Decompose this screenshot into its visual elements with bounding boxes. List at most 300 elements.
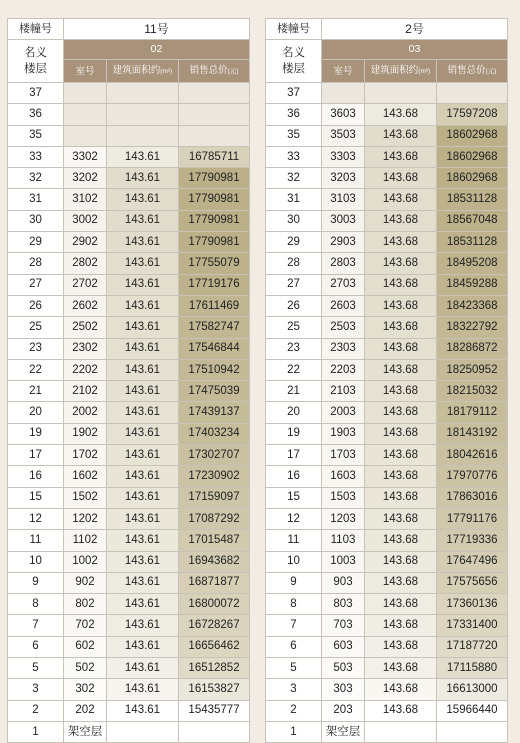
area-unit: (m²) bbox=[418, 68, 431, 75]
area-cell: 143.61 bbox=[107, 189, 179, 210]
area-cell: 143.61 bbox=[107, 423, 179, 444]
area-cell: 143.61 bbox=[107, 210, 179, 231]
price-cell bbox=[179, 83, 250, 104]
floor-cell: 7 bbox=[266, 615, 322, 636]
unit-row bbox=[8, 40, 250, 60]
area-cell: 143.68 bbox=[365, 295, 437, 316]
floor-cell: 5 bbox=[266, 658, 322, 679]
table-row bbox=[8, 679, 250, 700]
table-row bbox=[8, 381, 250, 402]
room-cell: 3103 bbox=[322, 189, 365, 210]
area-cell: 143.61 bbox=[107, 146, 179, 167]
floor-cell: 19 bbox=[8, 423, 64, 444]
table-row bbox=[8, 594, 250, 615]
table-row bbox=[8, 125, 250, 146]
price-cell: 17719176 bbox=[179, 274, 250, 295]
price-cell: 17597208 bbox=[437, 104, 508, 125]
table-row bbox=[8, 445, 250, 466]
room-cell: 3203 bbox=[322, 168, 365, 189]
room-cell: 1702 bbox=[64, 445, 107, 466]
room-cell: 1503 bbox=[322, 487, 365, 508]
price-cell: 17475039 bbox=[179, 381, 250, 402]
room-cell: 3002 bbox=[64, 210, 107, 231]
table-row bbox=[8, 658, 250, 679]
pilotis-empty-area bbox=[107, 721, 179, 742]
table-row bbox=[8, 636, 250, 657]
floor-cell: 23 bbox=[266, 338, 322, 359]
area-cell: 143.68 bbox=[365, 146, 437, 167]
price-cell: 18250952 bbox=[437, 359, 508, 380]
room-cell: 803 bbox=[322, 594, 365, 615]
table-row bbox=[266, 317, 508, 338]
area-header-text: 建筑面积约 bbox=[370, 65, 419, 76]
floor-cell: 29 bbox=[8, 232, 64, 253]
floor-cell: 26 bbox=[8, 295, 64, 316]
name-floor-header bbox=[8, 40, 64, 83]
area-cell: 143.68 bbox=[365, 274, 437, 295]
area-cell: 143.61 bbox=[107, 636, 179, 657]
room-cell: 2503 bbox=[322, 317, 365, 338]
price-cell: 15435777 bbox=[179, 700, 250, 721]
floor-cell: 10 bbox=[8, 551, 64, 572]
floor-cell: 19 bbox=[266, 423, 322, 444]
table-row bbox=[266, 83, 508, 104]
building-label: 楼幢号 bbox=[266, 19, 322, 40]
floor-cell: 17 bbox=[8, 445, 64, 466]
room-cell: 1202 bbox=[64, 508, 107, 529]
price-cell bbox=[179, 125, 250, 146]
price-cell: 17791176 bbox=[437, 508, 508, 529]
area-header bbox=[107, 60, 179, 83]
floor-cell: 30 bbox=[8, 210, 64, 231]
price-cell: 18423368 bbox=[437, 295, 508, 316]
price-cell: 16656462 bbox=[179, 636, 250, 657]
price-cell: 17582747 bbox=[179, 317, 250, 338]
table-row bbox=[266, 466, 508, 487]
table-row bbox=[266, 636, 508, 657]
price-cell: 17575656 bbox=[437, 572, 508, 593]
room-cell: 203 bbox=[322, 700, 365, 721]
area-cell: 143.61 bbox=[107, 572, 179, 593]
floor-cell: 22 bbox=[266, 359, 322, 380]
table-row bbox=[266, 487, 508, 508]
price-cell: 17719336 bbox=[437, 530, 508, 551]
room-cell: 202 bbox=[64, 700, 107, 721]
area-cell: 143.61 bbox=[107, 679, 179, 700]
floor-cell: 28 bbox=[8, 253, 64, 274]
table-row bbox=[8, 487, 250, 508]
price-cell: 18531128 bbox=[437, 232, 508, 253]
building-row bbox=[8, 19, 250, 40]
floor-cell: 31 bbox=[266, 189, 322, 210]
floor-cell: 30 bbox=[266, 210, 322, 231]
price-cell: 18179112 bbox=[437, 402, 508, 423]
price-table-building-2 bbox=[265, 18, 508, 743]
name-floor-header bbox=[266, 40, 322, 83]
room-cell: 2502 bbox=[64, 317, 107, 338]
table-row bbox=[266, 274, 508, 295]
floor-cell: 10 bbox=[266, 551, 322, 572]
name-floor-line1: 名义 bbox=[24, 47, 47, 59]
area-cell: 143.68 bbox=[365, 445, 437, 466]
table-row bbox=[266, 551, 508, 572]
area-cell: 143.68 bbox=[365, 423, 437, 444]
area-cell: 143.61 bbox=[107, 402, 179, 423]
floor-cell: 16 bbox=[8, 466, 64, 487]
area-cell: 143.68 bbox=[365, 466, 437, 487]
table-row bbox=[266, 359, 508, 380]
floor-cell: 35 bbox=[8, 125, 64, 146]
room-cell: 702 bbox=[64, 615, 107, 636]
price-cell: 16728267 bbox=[179, 615, 250, 636]
unit-number: 03 bbox=[322, 40, 508, 60]
table-row bbox=[266, 189, 508, 210]
price-cell: 17546844 bbox=[179, 338, 250, 359]
floor-cell: 20 bbox=[266, 402, 322, 423]
price-cell: 17115880 bbox=[437, 658, 508, 679]
floor-cell: 36 bbox=[8, 104, 64, 125]
area-cell: 143.68 bbox=[365, 530, 437, 551]
price-cell: 17403234 bbox=[179, 423, 250, 444]
area-cell: 143.68 bbox=[365, 508, 437, 529]
floor-cell: 25 bbox=[266, 317, 322, 338]
floor-cell: 33 bbox=[266, 146, 322, 167]
area-cell: 143.61 bbox=[107, 508, 179, 529]
room-header: 室号 bbox=[322, 60, 365, 83]
room-cell: 703 bbox=[322, 615, 365, 636]
price-cell: 17863016 bbox=[437, 487, 508, 508]
price-cell: 17647496 bbox=[437, 551, 508, 572]
table-row bbox=[8, 274, 250, 295]
room-cell: 2602 bbox=[64, 295, 107, 316]
room-cell: 1603 bbox=[322, 466, 365, 487]
floor-cell: 2 bbox=[8, 700, 64, 721]
area-cell: 143.68 bbox=[365, 615, 437, 636]
room-cell: 2003 bbox=[322, 402, 365, 423]
area-cell: 143.61 bbox=[107, 594, 179, 615]
area-cell: 143.68 bbox=[365, 338, 437, 359]
room-cell: 1203 bbox=[322, 508, 365, 529]
floor-cell: 21 bbox=[8, 381, 64, 402]
price-cell: 16512852 bbox=[179, 658, 250, 679]
table-row bbox=[266, 104, 508, 125]
floor-cell: 15 bbox=[266, 487, 322, 508]
price-unit: (元) bbox=[227, 68, 239, 75]
price-cell: 17510942 bbox=[179, 359, 250, 380]
price-cell: 17360136 bbox=[437, 594, 508, 615]
room-cell: 503 bbox=[322, 658, 365, 679]
table-row bbox=[8, 317, 250, 338]
floor-cell: 9 bbox=[266, 572, 322, 593]
pilotis-empty-area bbox=[365, 721, 437, 742]
price-cell: 18143192 bbox=[437, 423, 508, 444]
building-row bbox=[266, 19, 508, 40]
price-cell: 17302707 bbox=[179, 445, 250, 466]
room-cell: 2902 bbox=[64, 232, 107, 253]
floor-cell: 5 bbox=[8, 658, 64, 679]
area-unit: (m²) bbox=[160, 68, 173, 75]
area-cell: 143.61 bbox=[107, 615, 179, 636]
area-cell: 143.61 bbox=[107, 487, 179, 508]
room-cell: 3302 bbox=[64, 146, 107, 167]
room-cell: 1002 bbox=[64, 551, 107, 572]
table-row bbox=[266, 508, 508, 529]
price-cell: 17015487 bbox=[179, 530, 250, 551]
area-cell: 143.68 bbox=[365, 679, 437, 700]
room-cell: 1003 bbox=[322, 551, 365, 572]
table-row bbox=[8, 295, 250, 316]
room-cell: 303 bbox=[322, 679, 365, 700]
pilotis-row bbox=[266, 721, 508, 742]
unit-row bbox=[266, 40, 508, 60]
table-row bbox=[266, 658, 508, 679]
price-cell: 17970776 bbox=[437, 466, 508, 487]
floor-cell: 26 bbox=[266, 295, 322, 316]
room-cell: 2803 bbox=[322, 253, 365, 274]
area-cell: 143.68 bbox=[365, 359, 437, 380]
room-cell: 302 bbox=[64, 679, 107, 700]
price-cell: 17087292 bbox=[179, 508, 250, 529]
table-row bbox=[8, 253, 250, 274]
room-cell: 3503 bbox=[322, 125, 365, 146]
price-cell: 16800072 bbox=[179, 594, 250, 615]
area-header-text: 建筑面积约 bbox=[112, 65, 161, 76]
area-cell: 143.68 bbox=[365, 487, 437, 508]
price-cell: 16153827 bbox=[179, 679, 250, 700]
floor-cell: 6 bbox=[266, 636, 322, 657]
area-cell: 143.61 bbox=[107, 274, 179, 295]
price-cell: 17790981 bbox=[179, 189, 250, 210]
table-row bbox=[8, 572, 250, 593]
table-row bbox=[266, 210, 508, 231]
floor-cell: 3 bbox=[266, 679, 322, 700]
table-row bbox=[266, 381, 508, 402]
price-cell: 16871877 bbox=[179, 572, 250, 593]
area-cell: 143.68 bbox=[365, 402, 437, 423]
price-cell: 17159097 bbox=[179, 487, 250, 508]
floor-cell: 25 bbox=[8, 317, 64, 338]
area-cell: 143.68 bbox=[365, 189, 437, 210]
floor-cell: 11 bbox=[266, 530, 322, 551]
room-cell: 3303 bbox=[322, 146, 365, 167]
area-cell: 143.68 bbox=[365, 125, 437, 146]
room-cell: 3003 bbox=[322, 210, 365, 231]
price-cell: 17790981 bbox=[179, 168, 250, 189]
room-cell: 903 bbox=[322, 572, 365, 593]
floor-cell: 36 bbox=[266, 104, 322, 125]
table-row bbox=[8, 210, 250, 231]
area-cell: 143.68 bbox=[365, 168, 437, 189]
floor-cell: 37 bbox=[266, 83, 322, 104]
floor-cell: 12 bbox=[266, 508, 322, 529]
table-row bbox=[266, 572, 508, 593]
price-cell: 18495208 bbox=[437, 253, 508, 274]
table-row bbox=[266, 700, 508, 721]
floor-cell: 1 bbox=[266, 721, 322, 742]
area-cell bbox=[365, 83, 437, 104]
pilotis-empty-price bbox=[179, 721, 250, 742]
table-row bbox=[266, 423, 508, 444]
table-row bbox=[266, 615, 508, 636]
table-row bbox=[266, 402, 508, 423]
area-cell: 143.68 bbox=[365, 572, 437, 593]
table-row bbox=[266, 530, 508, 551]
price-cell: 18286872 bbox=[437, 338, 508, 359]
price-cell: 16613000 bbox=[437, 679, 508, 700]
price-table-building-11 bbox=[7, 18, 250, 743]
area-cell: 143.68 bbox=[365, 210, 437, 231]
table-row bbox=[266, 168, 508, 189]
room-cell: 602 bbox=[64, 636, 107, 657]
room-cell bbox=[64, 125, 107, 146]
area-cell bbox=[107, 125, 179, 146]
floor-cell: 9 bbox=[8, 572, 64, 593]
room-cell: 2802 bbox=[64, 253, 107, 274]
room-cell: 603 bbox=[322, 636, 365, 657]
table-row bbox=[266, 125, 508, 146]
price-cell: 18531128 bbox=[437, 189, 508, 210]
room-cell: 2303 bbox=[322, 338, 365, 359]
floor-cell: 23 bbox=[8, 338, 64, 359]
area-cell: 143.61 bbox=[107, 295, 179, 316]
floor-cell: 12 bbox=[8, 508, 64, 529]
room-cell: 1602 bbox=[64, 466, 107, 487]
price-cell: 17187720 bbox=[437, 636, 508, 657]
table-row bbox=[8, 551, 250, 572]
room-cell: 2202 bbox=[64, 359, 107, 380]
table-row bbox=[8, 359, 250, 380]
room-cell: 3202 bbox=[64, 168, 107, 189]
table-row bbox=[266, 594, 508, 615]
price-cell: 17755079 bbox=[179, 253, 250, 274]
area-header bbox=[365, 60, 437, 83]
area-cell: 143.61 bbox=[107, 381, 179, 402]
price-header bbox=[437, 60, 508, 83]
area-cell: 143.61 bbox=[107, 658, 179, 679]
room-cell: 2702 bbox=[64, 274, 107, 295]
table-row bbox=[8, 168, 250, 189]
floor-cell: 2 bbox=[266, 700, 322, 721]
table-row bbox=[8, 104, 250, 125]
table-row bbox=[8, 146, 250, 167]
floor-cell: 7 bbox=[8, 615, 64, 636]
table-row bbox=[8, 232, 250, 253]
name-floor-line2: 楼层 bbox=[282, 63, 305, 75]
floor-cell: 8 bbox=[8, 594, 64, 615]
area-cell: 143.61 bbox=[107, 338, 179, 359]
room-cell: 502 bbox=[64, 658, 107, 679]
price-header bbox=[179, 60, 250, 83]
price-cell: 17611469 bbox=[179, 295, 250, 316]
room-cell: 2102 bbox=[64, 381, 107, 402]
area-cell: 143.61 bbox=[107, 317, 179, 338]
floor-cell: 1 bbox=[8, 721, 64, 742]
unit-number: 02 bbox=[64, 40, 250, 60]
area-cell: 143.68 bbox=[365, 381, 437, 402]
area-cell: 143.61 bbox=[107, 359, 179, 380]
table-row bbox=[266, 338, 508, 359]
table-row bbox=[8, 83, 250, 104]
floor-cell: 16 bbox=[266, 466, 322, 487]
floor-cell: 35 bbox=[266, 125, 322, 146]
table-row bbox=[8, 189, 250, 210]
table-row bbox=[8, 700, 250, 721]
room-cell: 1502 bbox=[64, 487, 107, 508]
table-row bbox=[8, 466, 250, 487]
table-row bbox=[8, 338, 250, 359]
price-cell: 17439137 bbox=[179, 402, 250, 423]
room-cell: 3102 bbox=[64, 189, 107, 210]
table-row bbox=[266, 146, 508, 167]
area-cell: 143.68 bbox=[365, 636, 437, 657]
area-cell: 143.61 bbox=[107, 253, 179, 274]
floor-cell: 11 bbox=[8, 530, 64, 551]
area-cell: 143.61 bbox=[107, 232, 179, 253]
table-row bbox=[266, 253, 508, 274]
table-row bbox=[8, 402, 250, 423]
floor-cell: 29 bbox=[266, 232, 322, 253]
price-cell: 18459288 bbox=[437, 274, 508, 295]
area-cell: 143.68 bbox=[365, 700, 437, 721]
room-cell: 2103 bbox=[322, 381, 365, 402]
price-cell: 18215032 bbox=[437, 381, 508, 402]
room-cell: 2603 bbox=[322, 295, 365, 316]
area-cell bbox=[107, 83, 179, 104]
price-cell: 18602968 bbox=[437, 125, 508, 146]
table-row bbox=[8, 508, 250, 529]
table-row bbox=[266, 232, 508, 253]
room-cell: 2703 bbox=[322, 274, 365, 295]
room-cell: 2002 bbox=[64, 402, 107, 423]
price-cell: 18602968 bbox=[437, 168, 508, 189]
price-cell: 18322792 bbox=[437, 317, 508, 338]
table-row bbox=[8, 615, 250, 636]
price-cell: 15966440 bbox=[437, 700, 508, 721]
room-cell: 1902 bbox=[64, 423, 107, 444]
area-cell: 143.68 bbox=[365, 594, 437, 615]
room-cell: 1102 bbox=[64, 530, 107, 551]
room-cell: 1903 bbox=[322, 423, 365, 444]
room-cell bbox=[322, 83, 365, 104]
room-header: 室号 bbox=[64, 60, 107, 83]
floor-cell: 37 bbox=[8, 83, 64, 104]
price-unit: (元) bbox=[485, 68, 497, 75]
room-cell: 2903 bbox=[322, 232, 365, 253]
room-cell bbox=[64, 83, 107, 104]
price-cell bbox=[179, 104, 250, 125]
price-cell: 17790981 bbox=[179, 210, 250, 231]
floor-cell: 27 bbox=[266, 274, 322, 295]
floor-cell: 28 bbox=[266, 253, 322, 274]
floor-cell: 15 bbox=[8, 487, 64, 508]
pilotis-label: 架空层 bbox=[322, 721, 365, 742]
area-cell: 143.61 bbox=[107, 700, 179, 721]
pilotis-row bbox=[8, 721, 250, 742]
pilotis-empty-price bbox=[437, 721, 508, 742]
floor-cell: 6 bbox=[8, 636, 64, 657]
table-row bbox=[266, 445, 508, 466]
floor-cell: 32 bbox=[8, 168, 64, 189]
name-floor-line1: 名义 bbox=[282, 47, 305, 59]
floor-cell: 33 bbox=[8, 146, 64, 167]
price-cell: 16785711 bbox=[179, 146, 250, 167]
building-number: 11号 bbox=[64, 19, 250, 40]
table-row bbox=[8, 530, 250, 551]
price-cell: 17230902 bbox=[179, 466, 250, 487]
price-cell: 16943682 bbox=[179, 551, 250, 572]
price-header-text: 销售总价 bbox=[447, 65, 486, 76]
price-header-text: 销售总价 bbox=[189, 65, 228, 76]
